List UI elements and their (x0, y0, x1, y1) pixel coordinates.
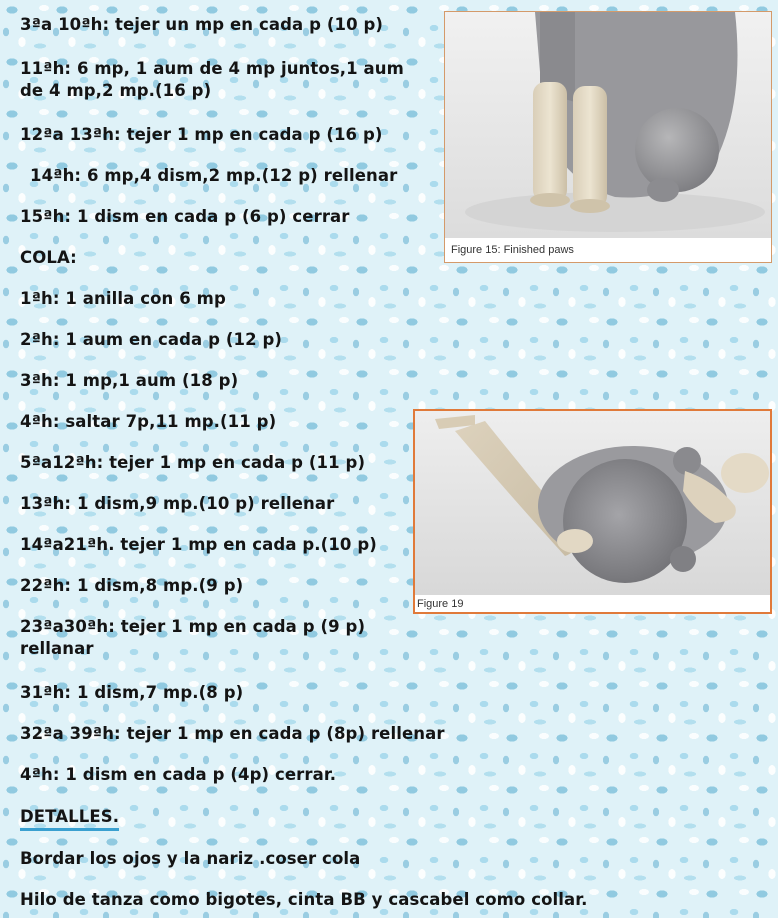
figure-19 (413, 409, 772, 614)
pattern-line-11: 13ªh: 1 dism,9 mp.(10 p) rellenar (20, 494, 335, 513)
pattern-line-10: 5ªa12ªh: tejer 1 mp en cada p (11 p) (20, 453, 366, 472)
section-heading-cola: COLA: (20, 248, 77, 267)
tail-attached-photo (415, 411, 770, 595)
figure-19-caption: Figure 19 (417, 598, 464, 610)
pattern-line-7: 2ªh: 1 aum en cada p (12 p) (20, 330, 283, 349)
pattern-line-5: 15ªh: 1 dism en cada p (6 p) cerrar (20, 207, 350, 226)
pattern-line-8: 3ªh: 1 mp,1 aum (18 p) (20, 371, 239, 390)
pattern-line-6: 1ªh: 1 anilla con 6 mp (20, 289, 226, 308)
pattern-line-19: Hilo de tanza como bigotes, cinta BB y cascabel como collar. (20, 890, 588, 909)
figure-15-caption: Figure 15: Finished paws (451, 244, 574, 256)
pattern-line-2: 11ªh: 6 mp, 1 aum de 4 mp juntos,1 aum de 4 mp,2 mp.(16 p) (20, 59, 404, 100)
pattern-line-18: Bordar los ojos y la nariz .coser cola (20, 849, 361, 868)
pattern-line-12: 14ªa21ªh. tejer 1 mp en cada p.(10 p) (20, 535, 377, 554)
pattern-line-14: 23ªa30ªh: tejer 1 mp en cada p (9 p) rellanar (20, 617, 366, 658)
pattern-line-4: 14ªh: 6 mp,4 dism,2 mp.(12 p) rellenar (30, 166, 398, 185)
pattern-line-16: 32ªa 39ªh: tejer 1 mp en cada p (8p) rellenar (20, 724, 445, 743)
figure-finished-paws (444, 11, 772, 263)
pattern-line-15: 31ªh: 1 dism,7 mp.(8 p) (20, 683, 244, 702)
pattern-line-17: 4ªh: 1 dism en cada p (4p) cerrar. (20, 765, 337, 784)
section-heading-detalles (20, 806, 119, 828)
pattern-line-13: 22ªh: 1 dism,8 mp.(9 p) (20, 576, 244, 595)
pattern-line-3: 12ªa 13ªh: tejer 1 mp en cada p (16 p) (20, 125, 383, 144)
finished-paws-photo (445, 12, 771, 238)
pattern-line-9: 4ªh: saltar 7p,11 mp.(11 p) (20, 412, 277, 431)
detalles-heading-text: DETALLES. (20, 807, 119, 831)
pattern-line-1: 3ªa 10ªh: tejer un mp en cada p (10 p) (20, 15, 384, 34)
